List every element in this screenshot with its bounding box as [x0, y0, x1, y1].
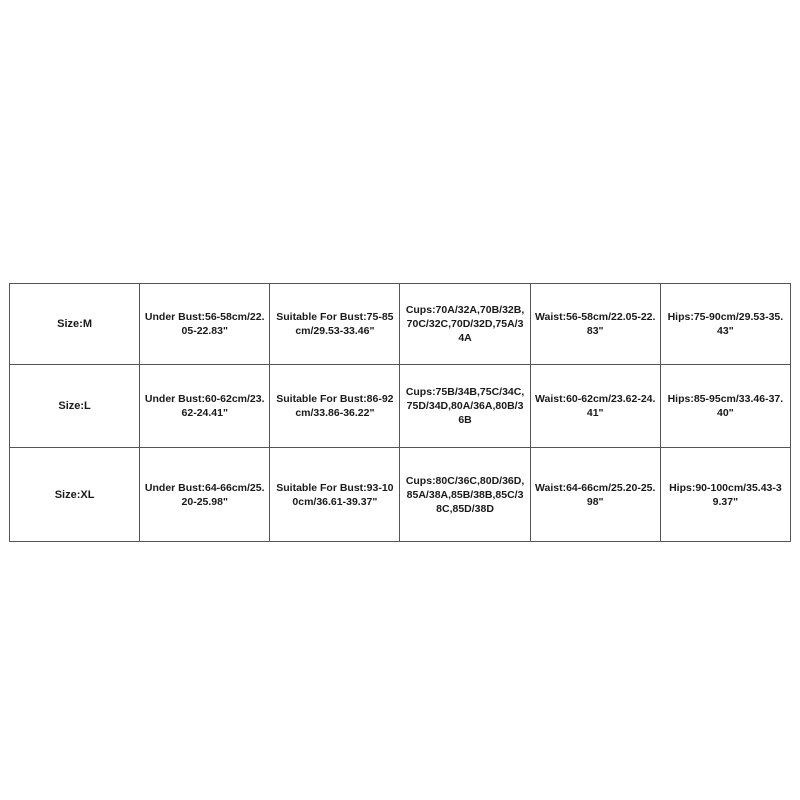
waist-cell: Waist:64-66cm/25.20-25.98" — [530, 448, 660, 542]
size-cell: Size:M — [10, 284, 140, 365]
suitable-bust-cell: Suitable For Bust:93-100cm/36.61-39.37" — [270, 448, 400, 542]
hips-cell: Hips:85-95cm/33.46-37.40" — [660, 365, 790, 448]
table-row-size-l — [10, 365, 791, 448]
table-row-size-m — [10, 284, 791, 365]
under-bust-cell: Under Bust:64-66cm/25.20-25.98" — [140, 448, 270, 542]
waist-cell: Waist:60-62cm/23.62-24.41" — [530, 365, 660, 448]
cups-cell: Cups:70A/32A,70B/32B,70C/32C,70D/32D,75A/34A — [400, 284, 530, 365]
suitable-bust-cell: Suitable For Bust:86-92cm/33.86-36.22" — [270, 365, 400, 448]
hips-cell: Hips:75-90cm/29.53-35.43" — [660, 284, 790, 365]
size-cell: Size:XL — [10, 448, 140, 542]
under-bust-cell: Under Bust:60-62cm/23.62-24.41" — [140, 365, 270, 448]
size-cell: Size:L — [10, 365, 140, 448]
under-bust-cell: Under Bust:56-58cm/22.05-22.83" — [140, 284, 270, 365]
suitable-bust-cell: Suitable For Bust:75-85cm/29.53-33.46" — [270, 284, 400, 365]
size-chart-table — [9, 283, 791, 542]
cups-cell: Cups:75B/34B,75C/34C,75D/34D,80A/36A,80B/36B — [400, 365, 530, 448]
hips-cell: Hips:90-100cm/35.43-39.37" — [660, 448, 790, 542]
cups-cell: Cups:80C/36C,80D/36D,85A/38A,85B/38B,85C/38C,85D/38D — [400, 448, 530, 542]
waist-cell: Waist:56-58cm/22.05-22.83" — [530, 284, 660, 365]
table-row-size-xl — [10, 448, 791, 542]
